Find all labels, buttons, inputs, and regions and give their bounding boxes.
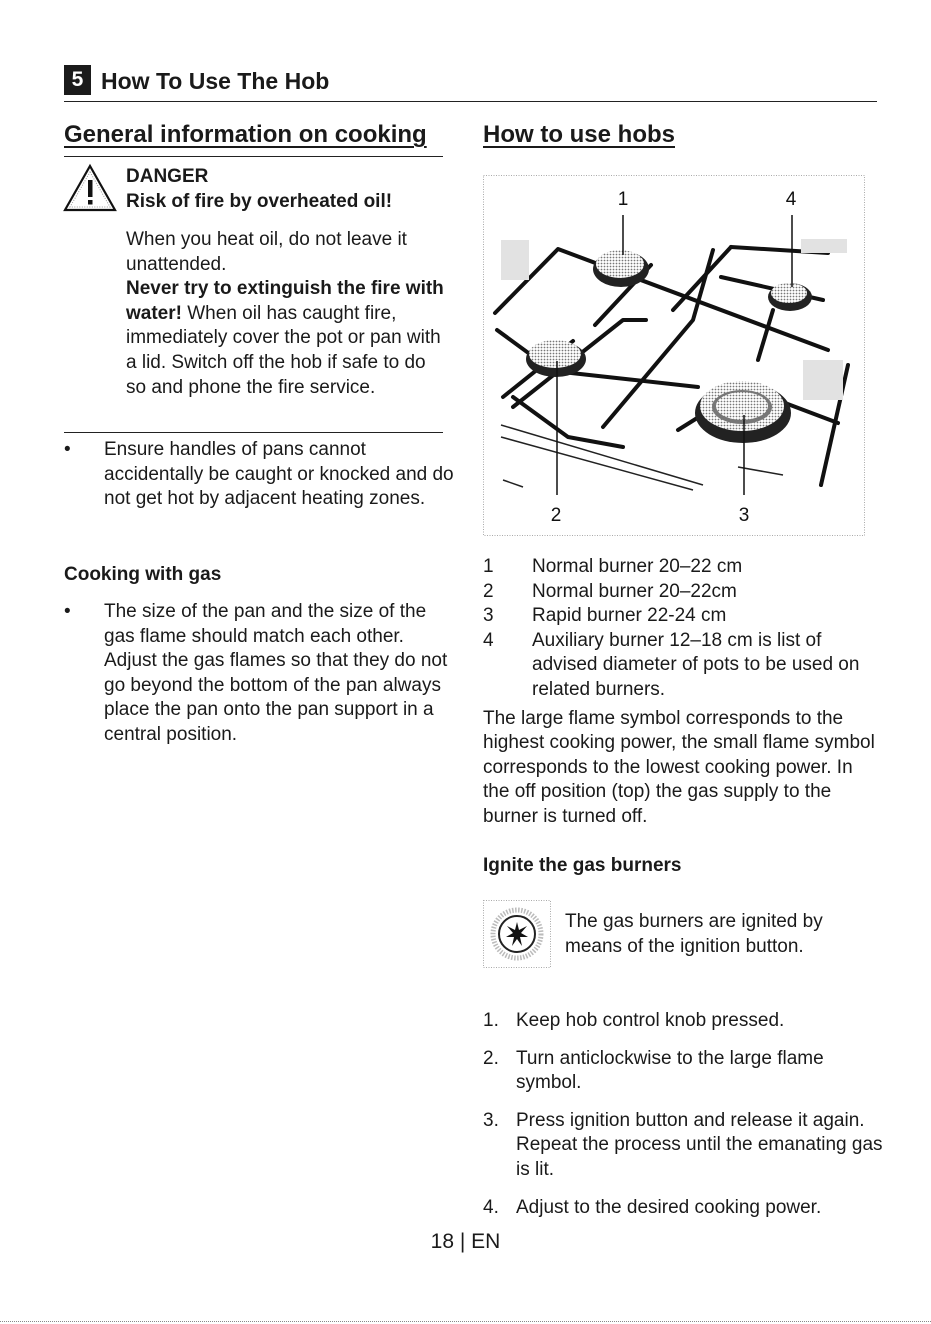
legend-item <box>483 604 883 629</box>
step-number: 4. <box>483 1196 499 1218</box>
ignition-steps <box>483 1009 883 1233</box>
danger-bold-warning: Never try to extinguish the fire with water! <box>126 278 444 324</box>
legend-text: Normal burner 20–22cm <box>532 580 737 602</box>
step-number: 3. <box>483 1109 499 1131</box>
danger-bottom-rule <box>64 432 443 433</box>
cooking-with-gas-heading: Cooking with gas <box>64 564 222 585</box>
legend-item <box>483 629 883 703</box>
step-text: Adjust to the desired cooking power. <box>516 1196 822 1218</box>
ignite-heading: Ignite the gas burners <box>483 855 682 876</box>
figure-label-4: 4 <box>785 189 797 210</box>
legend-number: 2 <box>483 580 494 602</box>
figure-label-1: 1 <box>617 189 629 210</box>
legend-text: Normal burner 20–22 cm <box>532 556 743 577</box>
danger-advice <box>126 277 446 400</box>
legend-text: Rapid burner 22-24 cm <box>532 605 727 627</box>
section-number-badge: 5 <box>64 65 91 95</box>
how-to-use-hobs-heading: How to use hobs <box>483 121 675 148</box>
ignite-description: The gas burners are ignited by means of the ignition button. <box>565 911 823 957</box>
danger-subtitle: Risk of fire by overheated oil! <box>126 191 393 212</box>
danger-top-rule <box>64 156 443 157</box>
warning-triangle-icon <box>62 163 118 213</box>
step-text: Keep hob control knob pressed. <box>516 1010 785 1031</box>
bullet-dot: • <box>64 601 71 622</box>
bullet-handles-text: Ensure handles of pans cannot accidentally be caught or knocked and do not get hot by adjacent heating zones. <box>104 439 454 510</box>
danger-body <box>126 228 446 400</box>
danger-header <box>126 164 392 214</box>
danger-label: DANGER <box>126 166 209 187</box>
step-item <box>483 1047 883 1096</box>
danger-advice-text: When oil has caught fire, immediately cover the pot or pan with a lid. Switch off the hob if safe to do so and phone the fire service. <box>126 302 441 398</box>
burner-legend <box>483 555 883 830</box>
step-text: Turn anticlockwise to the large flame symbol. <box>516 1047 824 1094</box>
step-number: 2. <box>483 1047 499 1069</box>
general-info-heading: General information on cooking <box>64 121 427 148</box>
legend-number: 4 <box>483 629 494 651</box>
header-divider <box>64 101 877 102</box>
section-title: How To Use The Hob <box>101 68 330 94</box>
bullet-dot: • <box>64 439 71 460</box>
legend-number: 3 <box>483 605 494 627</box>
flame-paragraph: The large flame symbol corresponds to the highest cooking power, the small flame symbol corresponds to the lowest cooking power. In the off position (top) the gas supply to the burner is turned off. <box>483 707 875 827</box>
step-item <box>483 1109 883 1183</box>
hob-illustration <box>483 175 865 536</box>
legend-item <box>483 580 883 605</box>
step-item <box>483 1009 883 1034</box>
step-number: 1. <box>483 1010 499 1031</box>
danger-line1: When you heat oil, do not leave it unattended. <box>126 229 407 275</box>
bullet-pan-size-text: The size of the pan and the size of the gas flame should match each other. Adjust the gas flames so that they do not go beyond the bottom of the pan always place the pan onto the pan support in a central position. <box>104 601 448 745</box>
figure-label-3: 3 <box>738 505 750 526</box>
step-text: Press ignition button and release it again. Repeat the process until the emanating gas is lit. <box>516 1109 883 1180</box>
page-bottom-edge <box>0 1321 931 1322</box>
page-number: 18 | EN <box>430 1230 501 1253</box>
burner-4-auxiliary <box>768 283 812 311</box>
legend-text: Auxiliary burner 12–18 cm is list of advised diameter of pots to be used on related burners. <box>532 629 860 700</box>
ignition-button-icon <box>483 900 551 968</box>
step-item <box>483 1196 883 1221</box>
legend-item <box>483 555 883 580</box>
figure-label-2: 2 <box>550 505 562 526</box>
legend-number: 1 <box>483 556 494 577</box>
